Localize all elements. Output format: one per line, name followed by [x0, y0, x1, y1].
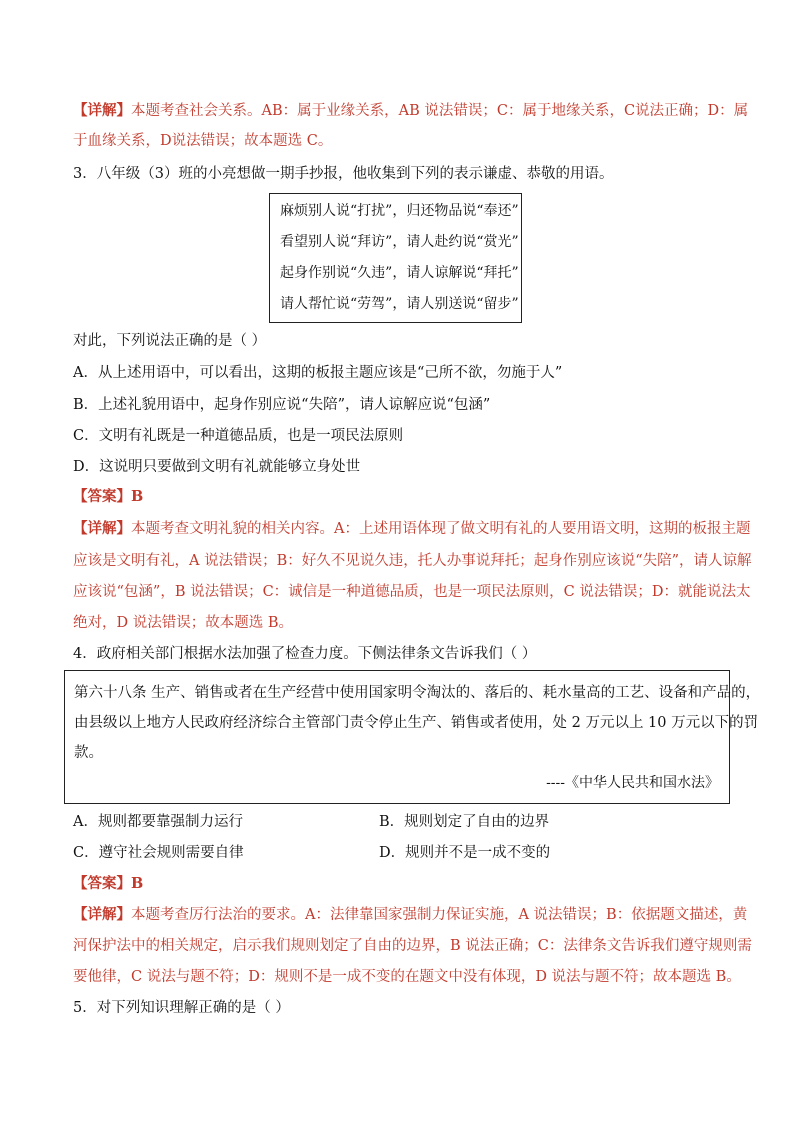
q4-law-line: 由县级以上地方人民政府经济综合主管部门责令停止生产、销售或者使用，处 2 万元以上 10 万元以下的罚: [74, 715, 759, 731]
q4-analysis-line-3: 要他律，C 说法与题不符；D：规则不是一成不变的在题文中没有体现，D 说法与题不符；故本题选 B。: [73, 969, 741, 985]
q3-analysis-text-1: 本题考查文明礼貌的相关内容。A：上述用语体现了做文明有礼的人要用语文明，这期的板报主题: [131, 521, 751, 537]
q3-option-d: D．这说明只要做到文明有礼就能够立身处世: [73, 459, 361, 475]
answer-tag: 【答案】: [73, 488, 131, 505]
q3-answer: [73, 487, 143, 507]
q3-phrase-box: [269, 193, 522, 323]
q3-box-line: 看望别人说“拜访”，请人赴约说“赏光”: [280, 234, 519, 250]
analysis-tag: 【详解】: [73, 906, 131, 923]
q3-stem: 3．八年级（3）班的小亮想做一期手抄报，他收集到下列的表示谦虚、恭敬的用语。: [73, 166, 614, 182]
q4-option-b: B．规则划定了自由的边界: [379, 814, 550, 830]
q4-analysis-text-1: 本题考查厉行法治的要求。A：法律靠国家强制力保证实施，A 说法错误；B：依据题文描述，黄: [131, 907, 748, 923]
q4-answer: [73, 874, 143, 894]
q3-box-line: 起身作别说“久违”，请人谅解说“拜托”: [280, 265, 519, 281]
q4-law-source: ----《中华人民共和国水法》: [546, 775, 719, 791]
q3-analysis-line-2: 应该是文明有礼，A 说法错误；B：好久不见说久违，托人办事说拜托；起身作别应该说“失陪”，请人谅解: [73, 553, 752, 569]
q4-law-line: 第六十八条 生产、销售或者在生产经营中使用国家明令淘汰的、落后的、耗水量高的工艺、设备和产品的，: [74, 685, 761, 701]
answer-value: B: [131, 875, 144, 892]
q3-analysis-line-1: [73, 519, 750, 539]
q4-option-a: A．规则都要靠强制力运行: [73, 814, 243, 830]
q3-question: 对此，下列说法正确的是（ ）: [73, 333, 267, 349]
q4-stem: 4．政府相关部门根据水法加强了检查力度。下侧法律条文告诉我们（ ）: [73, 646, 537, 662]
q4-option-d: D．规则并不是一成不变的: [379, 845, 551, 861]
q4-law-line: 款。: [74, 745, 103, 761]
q3-box-line: 请人帮忙说“劳驾”，请人别送说“留步”: [280, 296, 519, 312]
q5-stem: 5．对下列知识理解正确的是（ ）: [73, 1000, 290, 1016]
q3-option-b: B．上述礼貌用语中，起身作别应说“失陪”，请人谅解应说“包涵”: [73, 397, 491, 413]
q2-analysis-line-1: [73, 101, 748, 121]
q4-analysis-line-1: [73, 905, 747, 925]
q4-analysis-line-2: 河保护法中的相关规定，启示我们规则划定了自由的边界，B 说法正确；C：法律条文告诉我们遵守规则需: [73, 938, 752, 954]
q3-analysis-line-3: 应该说“包涵”，B 说法错误；C：诚信是一种道德品质，也是一项民法原则，C 说法错误；D：就能说法太: [73, 584, 751, 600]
q3-box-line: 麻烦别人说“打扰”，归还物品说“奉还”: [280, 203, 519, 219]
q3-analysis-line-4: 绝对，D 说法错误；故本题选 B。: [73, 615, 293, 631]
answer-value: B: [131, 488, 144, 505]
q2-analysis-text-1: 本题考查社会关系。AB：属于业缘关系，AB 说法错误；C：属于地缘关系，C说法正确；D：属: [131, 103, 749, 119]
analysis-tag: 【详解】: [73, 102, 131, 119]
q3-option-a: A．从上述用语中，可以看出，这期的板报主题应该是“己所不欲，勿施于人”: [73, 365, 563, 381]
analysis-tag: 【详解】: [73, 520, 131, 537]
q3-option-c: C．文明有礼既是一种道德品质，也是一项民法原则: [73, 428, 404, 444]
q4-law-box: [64, 670, 761, 804]
answer-tag: 【答案】: [73, 875, 131, 892]
q2-analysis-line-2: 于血缘关系，D说法错误；故本题选 C。: [73, 133, 333, 149]
q4-option-c: C．遵守社会规则需要自律: [73, 845, 244, 861]
